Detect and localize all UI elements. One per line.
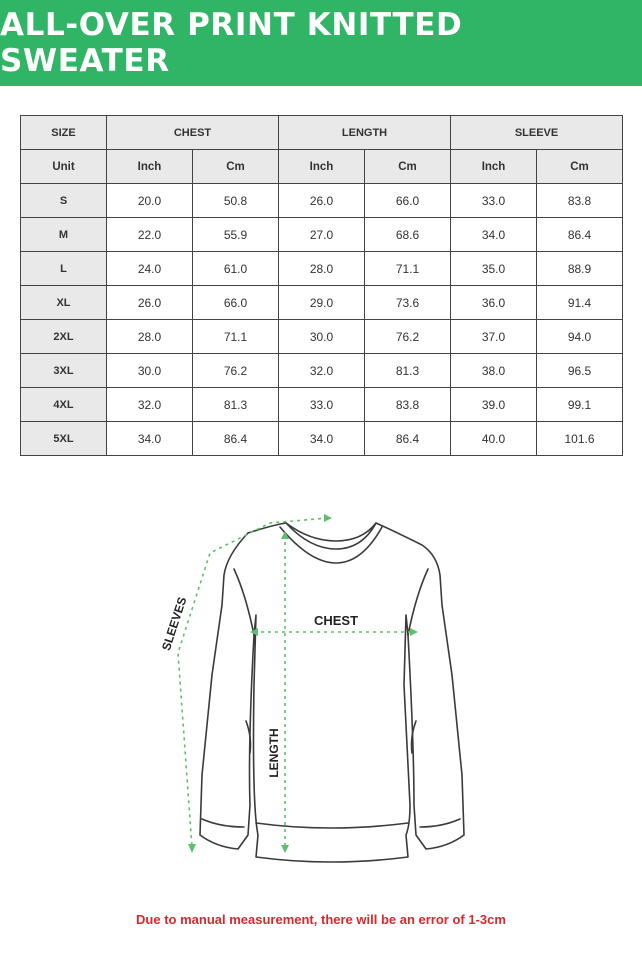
measurement-cell: 86.4 [537,218,623,252]
measurement-cell: 36.0 [451,286,537,320]
measurement-cell: 71.1 [193,320,279,354]
chest-header: CHEST [107,116,279,150]
measurement-cell: 33.0 [451,184,537,218]
measurement-cell: 34.0 [279,422,365,456]
sweater-body-outline [200,523,464,862]
size-cell: 2XL [21,320,107,354]
sweater-diagram [150,505,490,875]
measurement-cell: 24.0 [107,252,193,286]
measurement-cell: 81.3 [365,354,451,388]
table-row [21,388,623,422]
unit-cell: Cm [537,150,623,184]
measurement-cell: 22.0 [107,218,193,252]
sleeve-header: SLEEVE [451,116,623,150]
measurement-cell: 39.0 [451,388,537,422]
measurement-cell: 83.8 [537,184,623,218]
measurement-cell: 91.4 [537,286,623,320]
page-title: ALL-OVER PRINT KNITTED SWEATER [0,7,463,79]
measurement-cell: 55.9 [193,218,279,252]
size-header: SIZE [21,116,107,150]
measurement-cell: 66.0 [365,184,451,218]
measurement-cell: 29.0 [279,286,365,320]
chest-label: CHEST [313,613,359,628]
measurement-cell: 27.0 [279,218,365,252]
measurement-cell: 101.6 [537,422,623,456]
length-label: LENGTH [267,728,281,778]
size-cell: 4XL [21,388,107,422]
measurement-cell: 76.2 [193,354,279,388]
measurement-cell: 38.0 [451,354,537,388]
unit-cell: Cm [365,150,451,184]
measurement-note: Due to manual measurement, there will be an error of 1-3cm [136,912,506,927]
measurement-cell: 86.4 [193,422,279,456]
sleeves-label: SLEEVES [158,595,190,653]
measurement-cell: 50.8 [193,184,279,218]
measurement-cell: 37.0 [451,320,537,354]
size-cell: L [21,252,107,286]
measurement-cell: 73.6 [365,286,451,320]
size-cell: XL [21,286,107,320]
measurement-cell: 32.0 [107,388,193,422]
unit-cell: Inch [107,150,193,184]
measurement-cell: 34.0 [451,218,537,252]
measurement-cell: 86.4 [365,422,451,456]
measurement-cell: 34.0 [107,422,193,456]
measurement-cell: 83.8 [365,388,451,422]
measurement-cell: 30.0 [107,354,193,388]
table-row [21,422,623,456]
measurement-cell: 61.0 [193,252,279,286]
table-row [21,184,623,218]
table-row [21,286,623,320]
measurement-cell: 32.0 [279,354,365,388]
length-header: LENGTH [279,116,451,150]
measurement-cell: 94.0 [537,320,623,354]
measurement-cell: 88.9 [537,252,623,286]
title-banner [0,0,642,86]
unit-cell: Cm [193,150,279,184]
measurement-cell: 20.0 [107,184,193,218]
table-row [21,354,623,388]
size-chart-table [20,115,623,456]
measurement-cell: 30.0 [279,320,365,354]
measurement-cell: 35.0 [451,252,537,286]
table-row [21,218,623,252]
unit-cell: Inch [279,150,365,184]
measurement-cell: 33.0 [279,388,365,422]
unit-label: Unit [21,150,107,184]
measurement-cell: 76.2 [365,320,451,354]
table-row [21,320,623,354]
size-cell: 3XL [21,354,107,388]
table-header-row [21,116,623,150]
measurement-cell: 66.0 [193,286,279,320]
unit-row [21,150,623,184]
table-row [21,252,623,286]
measurement-cell: 26.0 [279,184,365,218]
unit-cell: Inch [451,150,537,184]
size-cell: 5XL [21,422,107,456]
size-cell: S [21,184,107,218]
measurement-cell: 68.6 [365,218,451,252]
measurement-cell: 99.1 [537,388,623,422]
measurement-cell: 28.0 [107,320,193,354]
measurement-cell: 28.0 [279,252,365,286]
measurement-cell: 71.1 [365,252,451,286]
measurement-cell: 26.0 [107,286,193,320]
size-cell: M [21,218,107,252]
measurement-cell: 96.5 [537,354,623,388]
measurement-cell: 40.0 [451,422,537,456]
measurement-cell: 81.3 [193,388,279,422]
